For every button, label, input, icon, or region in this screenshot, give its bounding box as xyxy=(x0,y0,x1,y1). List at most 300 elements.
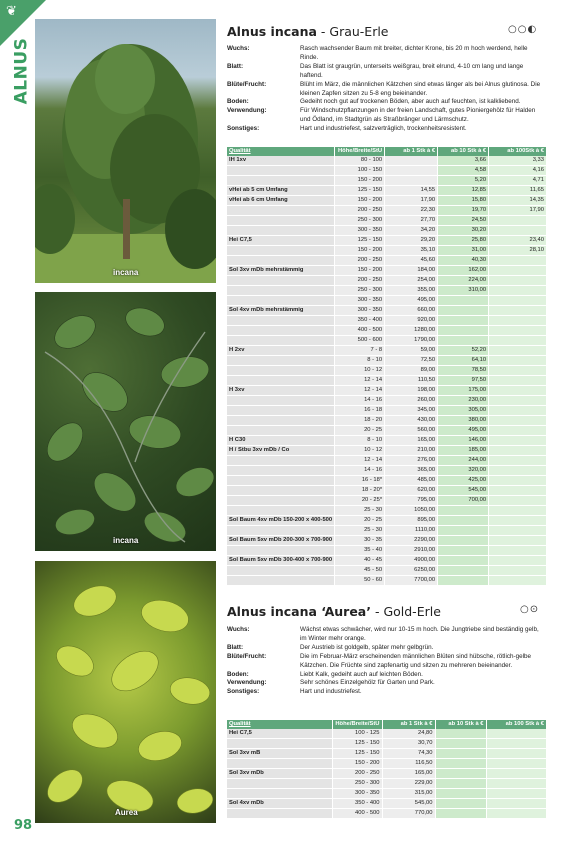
table-cell: 23,40 xyxy=(489,236,547,246)
info-row xyxy=(227,679,547,688)
table-cell: 895,00 xyxy=(385,516,438,526)
table-cell: 30,70 xyxy=(382,739,435,749)
table-cell xyxy=(486,769,547,779)
table-cell: 276,00 xyxy=(385,456,438,466)
table-cell: 3,33 xyxy=(489,156,547,166)
table-cell: 162,00 xyxy=(438,266,489,276)
table-cell: 150 - 200 xyxy=(332,759,382,769)
table-cell xyxy=(489,476,547,486)
table-cell xyxy=(489,416,547,426)
table-cell: 25,80 xyxy=(438,236,489,246)
table-cell xyxy=(227,426,335,436)
table-cell: 425,00 xyxy=(438,476,489,486)
table-cell xyxy=(489,316,547,326)
table-cell: 74,30 xyxy=(382,749,435,759)
table-cell xyxy=(435,809,486,819)
table-cell xyxy=(227,526,335,536)
table-row xyxy=(227,749,547,759)
table-cell: 3,66 xyxy=(438,156,489,166)
info-key: Wuchs: xyxy=(227,45,250,52)
table-cell: 5,20 xyxy=(438,176,489,186)
table-cell xyxy=(489,336,547,346)
table-cell xyxy=(489,546,547,556)
table-cell xyxy=(438,526,489,536)
table-row xyxy=(227,556,547,566)
table-cell: 125 - 150 xyxy=(335,236,385,246)
table-cell: 150 - 200 xyxy=(335,246,385,256)
table-cell xyxy=(435,779,486,789)
info-key: Blüte/Frucht: xyxy=(227,652,267,660)
column-header: Qualität xyxy=(227,720,332,729)
info-row xyxy=(227,626,547,644)
table-cell: Sol Baum 4xv mDb 150-200 x 400-500 xyxy=(227,516,335,526)
table-row xyxy=(227,296,547,306)
table-cell xyxy=(489,386,547,396)
info-value: Sehr schönes Einzelgehölz für Garten und Park. xyxy=(300,679,435,687)
info-row xyxy=(227,98,547,107)
table-cell xyxy=(227,296,335,306)
table-cell xyxy=(489,466,547,476)
table-row xyxy=(227,486,547,496)
info-key: Blatt: xyxy=(227,62,244,70)
info-row xyxy=(227,688,547,697)
table-cell xyxy=(438,326,489,336)
table-cell: 165,00 xyxy=(382,769,435,779)
info-row xyxy=(227,81,547,99)
table-cell xyxy=(489,516,547,526)
table-cell: 244,00 xyxy=(438,456,489,466)
info-key: Verwendung: xyxy=(227,107,267,115)
table-cell: 150 - 200 xyxy=(335,196,385,206)
table-cell: 10 - 12 xyxy=(335,446,385,456)
table-cell xyxy=(227,276,335,286)
table-cell: 1790,00 xyxy=(385,336,438,346)
table-cell xyxy=(385,176,438,186)
info-key: Blatt: xyxy=(227,643,244,651)
table-cell: 125 - 150 xyxy=(332,739,382,749)
table-cell: Sol 3xv mDb mehrstämmig xyxy=(227,266,335,276)
table-cell xyxy=(489,556,547,566)
table-cell xyxy=(438,506,489,516)
table-cell xyxy=(227,506,335,516)
table-cell: 4,16 xyxy=(489,166,547,176)
column-header: ab 1 Stk à € xyxy=(382,720,435,729)
table-cell: 305,00 xyxy=(438,406,489,416)
table-cell: Sol 3xv mDb xyxy=(227,769,332,779)
table-cell xyxy=(227,739,332,749)
table-cell: 300 - 350 xyxy=(335,306,385,316)
table-cell: 200 - 250 xyxy=(332,769,382,779)
info-key: Boden: xyxy=(227,670,249,678)
table-row xyxy=(227,236,547,246)
table-cell: 310,00 xyxy=(438,286,489,296)
table-cell xyxy=(227,256,335,266)
hardiness-icons: ○○◐ xyxy=(508,24,538,35)
table-row xyxy=(227,326,547,336)
table-row xyxy=(227,396,547,406)
table-cell xyxy=(486,739,547,749)
table-row xyxy=(227,809,547,819)
table-cell: 59,00 xyxy=(385,346,438,356)
table-row xyxy=(227,186,547,196)
table-cell xyxy=(227,246,335,256)
table-cell: 64,10 xyxy=(438,356,489,366)
table-cell xyxy=(438,556,489,566)
table-cell xyxy=(489,306,547,316)
table-cell: 45 - 50 xyxy=(335,566,385,576)
table-cell xyxy=(227,779,332,789)
table-cell: 545,00 xyxy=(382,799,435,809)
price-table xyxy=(227,147,547,586)
table-row xyxy=(227,156,547,166)
table-cell: 1050,00 xyxy=(385,506,438,516)
table-cell xyxy=(489,406,547,416)
table-cell xyxy=(489,506,547,516)
table-cell xyxy=(438,516,489,526)
table-cell: 25 - 30 xyxy=(335,526,385,536)
table-row xyxy=(227,196,547,206)
product-info xyxy=(227,45,547,134)
table-cell xyxy=(227,176,335,186)
info-row xyxy=(227,63,547,81)
table-cell: 230,00 xyxy=(438,396,489,406)
table-cell xyxy=(385,166,438,176)
table-cell: H C30 xyxy=(227,436,335,446)
table-cell: 17,90 xyxy=(489,206,547,216)
table-cell xyxy=(227,789,332,799)
table-cell: 560,00 xyxy=(385,426,438,436)
table-cell: 19,70 xyxy=(438,206,489,216)
table-row xyxy=(227,769,547,779)
table-cell xyxy=(385,156,438,166)
table-cell: 4,71 xyxy=(489,176,547,186)
table-cell: 10 - 12 xyxy=(335,366,385,376)
table-cell xyxy=(227,396,335,406)
column-header: ab 100Stk à € xyxy=(489,147,547,156)
table-cell: 2290,00 xyxy=(385,536,438,546)
info-key: Sonstiges: xyxy=(227,688,260,696)
table-cell xyxy=(489,436,547,446)
table-cell: 12 - 14 xyxy=(335,456,385,466)
table-cell: 795,00 xyxy=(385,496,438,506)
table-cell xyxy=(486,809,547,819)
table-row xyxy=(227,426,547,436)
table-cell: 14,55 xyxy=(385,186,438,196)
table-row xyxy=(227,306,547,316)
table-cell xyxy=(489,326,547,336)
table-cell xyxy=(438,536,489,546)
table-cell xyxy=(227,316,335,326)
column-header: ab 1 Stk à € xyxy=(385,147,438,156)
table-cell xyxy=(227,226,335,236)
table-row xyxy=(227,546,547,556)
table-cell: 30 - 35 xyxy=(335,536,385,546)
table-cell: 920,00 xyxy=(385,316,438,326)
table-cell: 20 - 25 xyxy=(335,426,385,436)
table-cell: 700,00 xyxy=(438,496,489,506)
info-key: Blüte/Frucht: xyxy=(227,80,267,88)
table-row xyxy=(227,346,547,356)
table-cell: Hei C7,5 xyxy=(227,236,335,246)
table-cell: 200 - 250 xyxy=(335,276,385,286)
table-cell: 15,80 xyxy=(438,196,489,206)
table-row xyxy=(227,336,547,346)
table-row xyxy=(227,166,547,176)
table-row xyxy=(227,759,547,769)
table-row xyxy=(227,376,547,386)
table-cell xyxy=(438,296,489,306)
table-cell xyxy=(227,326,335,336)
table-cell: 50 - 60 xyxy=(335,576,385,586)
table-row xyxy=(227,406,547,416)
table-cell xyxy=(227,406,335,416)
table-cell: 485,00 xyxy=(385,476,438,486)
table-cell: 165,00 xyxy=(385,436,438,446)
table-cell xyxy=(489,536,547,546)
table-cell: 100 - 125 xyxy=(332,729,382,739)
table-cell: 400 - 500 xyxy=(335,326,385,336)
table-cell: 22,30 xyxy=(385,206,438,216)
info-value: Blüht im März, die männlichen Kätzchen sind etwas länger als bei Alnus glutinosa. Die kleinen Zapfen sitzen zu 5-8 eng beieinander. xyxy=(300,80,541,97)
photo-caption: Aurea xyxy=(115,808,138,817)
table-cell: 89,00 xyxy=(385,366,438,376)
table-row xyxy=(227,526,547,536)
table-cell xyxy=(438,336,489,346)
table-cell: 150 - 200 xyxy=(335,266,385,276)
table-cell: 254,00 xyxy=(385,276,438,286)
info-value: Die im Februar-März erscheinenden männlichen Blüten sind hübsche, rötlich-gelbe Kätzchen. Die Früchte sind zapfenartig und sitzen zu mehreren beieinander. xyxy=(300,652,532,669)
table-cell: Hei C7,5 xyxy=(227,729,332,739)
table-cell: 28,10 xyxy=(489,246,547,256)
table-row xyxy=(227,466,547,476)
info-value: Hart und industriefest. xyxy=(300,688,362,696)
product-title: Alnus incana - Grau-Erle xyxy=(227,24,389,39)
table-cell xyxy=(486,779,547,789)
column-header: ab 100 Stk à € xyxy=(486,720,547,729)
table-cell xyxy=(489,396,547,406)
table-cell: 35 - 40 xyxy=(335,546,385,556)
table-row xyxy=(227,446,547,456)
table-row xyxy=(227,176,547,186)
table-cell xyxy=(489,276,547,286)
table-cell: 250 - 300 xyxy=(335,216,385,226)
table-cell: 355,00 xyxy=(385,286,438,296)
table-cell xyxy=(489,446,547,456)
table-cell: 100 - 150 xyxy=(335,166,385,176)
table-cell xyxy=(438,546,489,556)
table-row xyxy=(227,789,547,799)
table-cell: 18 - 20 xyxy=(335,416,385,426)
info-key: Sonstiges: xyxy=(227,125,260,133)
table-cell xyxy=(227,486,335,496)
table-cell: 12,85 xyxy=(438,186,489,196)
table-cell: 27,70 xyxy=(385,216,438,226)
table-cell: 300 - 350 xyxy=(335,296,385,306)
table-row xyxy=(227,416,547,426)
table-cell: 250 - 300 xyxy=(332,779,382,789)
page-number: 98 xyxy=(14,818,33,833)
table-cell: H 2xv xyxy=(227,346,335,356)
table-cell: 6250,00 xyxy=(385,566,438,576)
table-cell xyxy=(489,566,547,576)
table-cell xyxy=(489,346,547,356)
table-cell: 545,00 xyxy=(438,486,489,496)
table-cell xyxy=(438,316,489,326)
table-cell xyxy=(489,486,547,496)
table-cell: 400 - 500 xyxy=(332,809,382,819)
table-cell xyxy=(227,456,335,466)
table-cell: 210,00 xyxy=(385,446,438,456)
table-cell xyxy=(489,376,547,386)
table-cell: 430,00 xyxy=(385,416,438,426)
table-cell xyxy=(486,749,547,759)
table-cell: 29,20 xyxy=(385,236,438,246)
table-row xyxy=(227,256,547,266)
column-header: ab 10 Stk à € xyxy=(435,720,486,729)
table-cell xyxy=(489,296,547,306)
table-cell xyxy=(227,809,332,819)
table-cell: 175,00 xyxy=(438,386,489,396)
table-cell: 72,50 xyxy=(385,356,438,366)
info-value: Rasch wachsender Baum mit breiter, dichter Krone, bis 20 m hoch werdend, helle Rinde. xyxy=(300,45,528,61)
table-cell: 185,00 xyxy=(438,446,489,456)
table-cell: 4900,00 xyxy=(385,556,438,566)
table-cell: 40,30 xyxy=(438,256,489,266)
table-row xyxy=(227,566,547,576)
table-cell xyxy=(489,426,547,436)
table-cell: 1280,00 xyxy=(385,326,438,336)
info-value: Der Austrieb ist goldgelb, später mehr gelbgrün. xyxy=(300,643,434,651)
info-row xyxy=(227,125,547,134)
photo-alnus-incana-tree xyxy=(35,19,216,283)
table-header-row xyxy=(227,720,547,729)
table-cell xyxy=(227,496,335,506)
table-cell: 45,60 xyxy=(385,256,438,266)
table-cell: 125 - 150 xyxy=(335,186,385,196)
table-cell xyxy=(227,576,335,586)
table-cell: 14 - 16 xyxy=(335,396,385,406)
table-cell xyxy=(486,729,547,739)
table-cell: 1110,00 xyxy=(385,526,438,536)
table-cell xyxy=(227,759,332,769)
table-cell xyxy=(435,739,486,749)
table-cell: 17,90 xyxy=(385,196,438,206)
table-row xyxy=(227,206,547,216)
table-row xyxy=(227,356,547,366)
table-row xyxy=(227,476,547,486)
table-cell: 24,50 xyxy=(438,216,489,226)
table-cell xyxy=(227,566,335,576)
table-cell xyxy=(489,496,547,506)
info-row xyxy=(227,653,547,671)
table-cell: 11,65 xyxy=(489,186,547,196)
table-cell: 78,50 xyxy=(438,366,489,376)
table-cell xyxy=(489,226,547,236)
table-cell: 16 - 18* xyxy=(335,476,385,486)
table-cell: 7 - 8 xyxy=(335,346,385,356)
table-cell: 97,50 xyxy=(438,376,489,386)
hardiness-icons: ○⊙ xyxy=(520,604,540,615)
table-cell xyxy=(435,759,486,769)
table-cell: 320,00 xyxy=(438,466,489,476)
table-row xyxy=(227,779,547,789)
table-cell xyxy=(489,356,547,366)
table-row xyxy=(227,226,547,236)
table-cell xyxy=(227,216,335,226)
table-cell xyxy=(435,789,486,799)
table-header-row xyxy=(227,147,547,156)
table-cell xyxy=(489,576,547,586)
table-cell: 12 - 14 xyxy=(335,376,385,386)
table-cell: 110,50 xyxy=(385,376,438,386)
table-cell: 20 - 25 xyxy=(335,516,385,526)
table-cell: 229,00 xyxy=(382,779,435,789)
table-cell xyxy=(435,769,486,779)
table-cell: 770,00 xyxy=(382,809,435,819)
table-cell: 300 - 350 xyxy=(335,226,385,236)
table-cell: 300 - 350 xyxy=(332,789,382,799)
table-cell: 350 - 400 xyxy=(332,799,382,809)
table-cell: 495,00 xyxy=(385,296,438,306)
table-cell: 315,00 xyxy=(382,789,435,799)
table-cell xyxy=(227,356,335,366)
table-cell: 495,00 xyxy=(438,426,489,436)
table-cell xyxy=(227,416,335,426)
table-cell: 25 - 30 xyxy=(335,506,385,516)
table-cell xyxy=(227,336,335,346)
table-cell: 224,00 xyxy=(438,276,489,286)
table-cell xyxy=(489,266,547,276)
table-row xyxy=(227,316,547,326)
table-row xyxy=(227,729,547,739)
table-cell: 30,20 xyxy=(438,226,489,236)
table-cell: 660,00 xyxy=(385,306,438,316)
table-cell: Sol 3xv mB xyxy=(227,749,332,759)
table-cell xyxy=(489,216,547,226)
table-cell: Sol 4xv mDb xyxy=(227,799,332,809)
info-row xyxy=(227,671,547,680)
table-cell xyxy=(486,789,547,799)
table-cell xyxy=(227,366,335,376)
table-cell: 125 - 150 xyxy=(332,749,382,759)
table-row xyxy=(227,276,547,286)
table-cell xyxy=(489,366,547,376)
table-cell: 20 - 25* xyxy=(335,496,385,506)
table-cell xyxy=(227,376,335,386)
info-value: Für Windschutzpflanzungen in der freien Landschaft, gutes Pioniergehölz für Halden und Ödland, im Stadtgrün als Straßbränger und Lärmschutz. xyxy=(300,107,536,124)
info-value: Hart und industriefest, salzverträglich, trockenheitsresistent. xyxy=(300,125,467,133)
info-value: Das Blatt ist graugrün, unterseits weißgrau, breit elrund, 4-10 cm lang und lange haftend. xyxy=(300,62,524,79)
table-cell: 250 - 300 xyxy=(335,286,385,296)
table-cell xyxy=(227,476,335,486)
table-cell xyxy=(489,256,547,266)
table-row xyxy=(227,436,547,446)
table-cell: 365,00 xyxy=(385,466,438,476)
table-cell: 35,10 xyxy=(385,246,438,256)
table-cell: 8 - 10 xyxy=(335,356,385,366)
table-cell: 184,00 xyxy=(385,266,438,276)
column-header: Höhe/Breite/StU xyxy=(335,147,385,156)
table-row xyxy=(227,496,547,506)
table-cell xyxy=(438,306,489,316)
table-cell: 34,20 xyxy=(385,226,438,236)
table-cell xyxy=(489,286,547,296)
info-value: Liebt Kalk, gedeiht auch auf leichten Böden. xyxy=(300,670,423,678)
photo-alnus-incana-leaves xyxy=(35,292,216,551)
info-key: Wuchs: xyxy=(227,626,250,633)
column-header: Qualität xyxy=(227,147,335,156)
table-cell: 200 - 250 xyxy=(335,206,385,216)
